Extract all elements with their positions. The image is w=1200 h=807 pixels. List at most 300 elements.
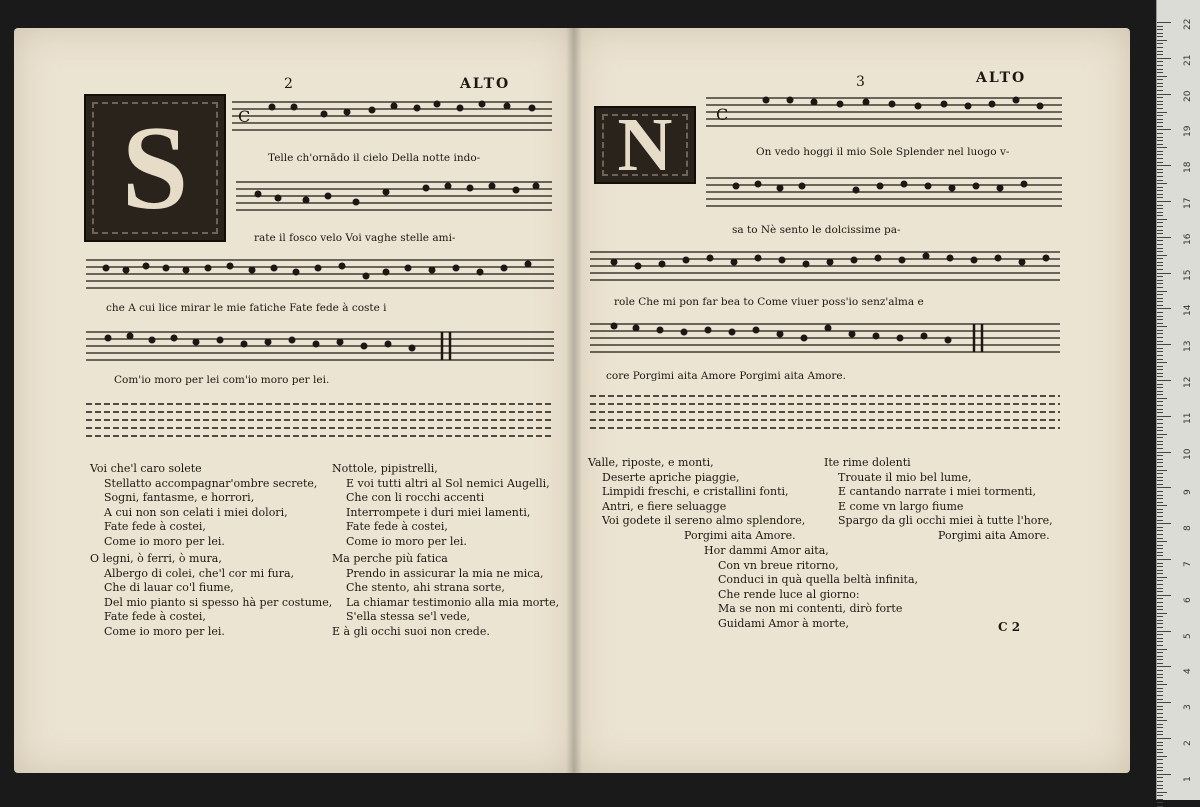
ruler-tick [1157, 452, 1171, 453]
ruler-minor-tick [1157, 65, 1163, 66]
verse-stanza [588, 456, 805, 544]
ruler-minor-tick [1157, 36, 1163, 37]
ruler-tick [1157, 344, 1171, 345]
ruler-minor-tick [1157, 405, 1163, 406]
ruler-tick [1157, 22, 1171, 23]
ruler-minor-tick [1157, 215, 1163, 216]
ruler-minor-tick [1157, 781, 1163, 782]
ruler-number: 12 [1183, 376, 1193, 388]
ruler-minor-tick [1157, 706, 1163, 707]
lyric-line: Telle ch'ornādo il cielo Della notte indo- [268, 152, 481, 164]
ruler-minor-tick [1157, 584, 1163, 585]
verse-line: Sogni, fantasme, e horrori, [104, 491, 255, 505]
verse-line: Come io moro per lei. [346, 534, 467, 548]
ruler-minor-tick [1157, 90, 1163, 91]
ruler-minor-tick [1157, 154, 1163, 155]
ruler-tick [1157, 416, 1171, 417]
ruler-minor-tick [1157, 180, 1163, 181]
ruler-minor-tick [1157, 162, 1163, 163]
ruler-minor-tick [1157, 520, 1163, 521]
svg-text:C: C [716, 105, 729, 124]
verse-line: Hor dammi Amor aita, [704, 544, 829, 557]
ruler-minor-tick [1157, 205, 1163, 206]
ruler-minor-tick [1157, 240, 1163, 241]
ruler-minor-tick [1157, 434, 1167, 435]
ruler-tick [1157, 165, 1171, 166]
ruler-tick [1157, 738, 1171, 739]
ruler-minor-tick [1157, 573, 1163, 574]
ruler-minor-tick [1157, 316, 1163, 317]
ruler-minor-tick [1157, 233, 1163, 234]
ruler-minor-tick [1157, 326, 1167, 327]
ruler-minor-tick [1157, 144, 1163, 145]
ruler-tick [1157, 774, 1171, 775]
lyric-line: rate il fosco velo Voi vaghe stelle ami- [254, 232, 456, 244]
ruler-minor-tick [1157, 656, 1163, 657]
ruler-minor-tick [1157, 294, 1163, 295]
ruler-minor-tick [1157, 563, 1163, 564]
ruler-minor-tick [1157, 448, 1163, 449]
verse-line: Valle, riposte, e monti, [588, 456, 714, 469]
ruler-minor-tick [1157, 763, 1163, 764]
ruler-minor-tick [1157, 251, 1163, 252]
verse-line: E cantando narrate i miei tormenti, [838, 485, 1036, 499]
ruler-minor-tick [1157, 194, 1163, 195]
verse-line: Antri, e fiere seluagge [602, 499, 727, 513]
verse-line: La chiamar testimonio alla mia morte, [346, 595, 560, 609]
ruler-minor-tick [1157, 51, 1163, 52]
verse-line: Interrompete i duri miei lamenti, [346, 505, 531, 519]
music-staff [590, 320, 1060, 356]
empty-staff [590, 392, 1060, 434]
verse-line: Fate fede à costei, [346, 520, 448, 534]
left-page [14, 28, 574, 773]
ruler-minor-tick [1157, 394, 1163, 395]
lyric-line: sa to Nè sento le dolcissime pa- [732, 224, 901, 236]
verse-line: Trouate il mio bel lume, [838, 470, 972, 484]
ruler-minor-tick [1157, 387, 1163, 388]
verse-stanza [824, 456, 1053, 544]
ruler-minor-tick [1157, 516, 1163, 517]
ruler-minor-tick [1157, 512, 1163, 513]
ruler-minor-tick [1157, 770, 1163, 771]
ruler-minor-tick [1157, 491, 1163, 492]
ruler-minor-tick [1157, 79, 1163, 80]
ruler-minor-tick [1157, 634, 1163, 635]
verse-line: Conduci in quà quella beltà infinita, [718, 573, 918, 587]
ruler-minor-tick [1157, 255, 1167, 256]
ruler-minor-tick [1157, 538, 1163, 539]
ruler-minor-tick [1157, 137, 1163, 138]
ruler-minor-tick [1157, 337, 1163, 338]
verse-line: Che stento, ahi strana sorte, [346, 581, 505, 595]
ruler-minor-tick [1157, 724, 1163, 725]
signature-mark: C 2 [998, 620, 1021, 634]
ruler-minor-tick [1157, 147, 1167, 148]
ruler-minor-tick [1157, 176, 1163, 177]
ruler-minor-tick [1157, 33, 1163, 34]
ruler-minor-tick [1157, 212, 1163, 213]
ruler-minor-tick [1157, 566, 1163, 567]
ruler-minor-tick [1157, 61, 1163, 62]
ruler-minor-tick [1157, 230, 1163, 231]
verse-stanza [332, 552, 559, 640]
voice-heading: ALTO [976, 70, 1027, 86]
ruler-minor-tick [1157, 437, 1163, 438]
verse-line: Voi che'l caro solete [90, 462, 202, 475]
ruler-minor-tick [1157, 72, 1163, 73]
ruler-minor-tick [1157, 480, 1163, 481]
ruler-number: 2 [1183, 740, 1193, 746]
ruler-minor-tick [1157, 652, 1163, 653]
ruler-minor-tick [1157, 555, 1163, 556]
ruler-tick [1157, 380, 1171, 381]
ruler-minor-tick [1157, 713, 1163, 714]
ruler-tick [1157, 308, 1171, 309]
ruler-minor-tick [1157, 258, 1163, 259]
ruler-minor-tick [1157, 720, 1167, 721]
verse-line: Limpidi freschi, e cristallini fonti, [602, 485, 789, 499]
verse-line: Deserte apriche piaggie, [602, 470, 740, 484]
ruler-minor-tick [1157, 598, 1163, 599]
ruler-minor-tick [1157, 792, 1167, 793]
ruler-minor-tick [1157, 359, 1163, 360]
ruler-minor-tick [1157, 208, 1163, 209]
ruler-minor-tick [1157, 69, 1163, 70]
ruler-minor-tick [1157, 126, 1163, 127]
verse-line: Ma se non mi contenti, dirò forte [718, 602, 903, 616]
ruler-tick [1157, 559, 1171, 560]
ruler-minor-tick [1157, 620, 1163, 621]
ruler-minor-tick [1157, 484, 1163, 485]
ruler-minor-tick [1157, 756, 1167, 757]
ruler-tick [1157, 129, 1171, 130]
ruler-minor-tick [1157, 473, 1163, 474]
verse-line: Nottole, pipistrelli, [332, 462, 438, 475]
ruler-minor-tick [1157, 373, 1163, 374]
ruler-minor-tick [1157, 541, 1167, 542]
ruler-tick [1157, 631, 1171, 632]
ruler-minor-tick [1157, 97, 1163, 98]
ruler-minor-tick [1157, 287, 1163, 288]
ruler-minor-tick [1157, 742, 1163, 743]
verse-line: E come vn largo fiume [838, 499, 964, 513]
verse-line: Che con li rocchi accenti [346, 491, 485, 505]
ruler-minor-tick [1157, 444, 1163, 445]
ruler-minor-tick [1157, 76, 1167, 77]
ruler-minor-tick [1157, 509, 1163, 510]
ruler-minor-tick [1157, 684, 1167, 685]
ruler-minor-tick [1157, 645, 1163, 646]
page-number: 3 [856, 74, 865, 90]
ruler-number: 6 [1183, 597, 1193, 603]
ruler-number: 1 [1183, 776, 1193, 782]
verse-stanza [90, 462, 317, 550]
ruler-minor-tick [1157, 688, 1163, 689]
ruler-minor-tick [1157, 248, 1163, 249]
ruler-minor-tick [1157, 351, 1163, 352]
ruler-minor-tick [1157, 530, 1163, 531]
verse-line: Ite rime dolenti [824, 456, 911, 469]
lyric-line: che A cui lice mirar le mie fatiche Fate fede à coste i [106, 302, 387, 314]
ruler-number: 17 [1183, 197, 1193, 209]
verse-stanza [90, 552, 332, 640]
ruler-tick [1157, 273, 1171, 274]
ruler-minor-tick [1157, 527, 1163, 528]
ruler-minor-tick [1157, 427, 1163, 428]
ruler-minor-tick [1157, 384, 1163, 385]
lyric-line: role Che mi pon far bea to Come viuer poss'io senz'alma e [614, 296, 924, 308]
verse-stanza [332, 462, 550, 550]
ruler-minor-tick [1157, 588, 1163, 589]
ruler-number: 19 [1183, 125, 1193, 138]
ruler-minor-tick [1157, 398, 1167, 399]
ruler-minor-tick [1157, 140, 1163, 141]
ruler-minor-tick [1157, 319, 1163, 320]
ruler-tick [1157, 487, 1171, 488]
ruler-minor-tick [1157, 341, 1163, 342]
ruler-minor-tick [1157, 312, 1163, 313]
verse-line: E à gli occhi suoi non crede. [332, 624, 490, 638]
ruler-minor-tick [1157, 466, 1163, 467]
ruler-minor-tick [1157, 638, 1163, 639]
page-number: 2 [284, 76, 293, 92]
verse-line: Albergo di colei, che'l cor mi fura, [104, 566, 295, 580]
ruler-minor-tick [1157, 108, 1163, 109]
ruler-minor-tick [1157, 691, 1163, 692]
ruler-minor-tick [1157, 369, 1163, 370]
ruler-minor-tick [1157, 641, 1163, 642]
ruler-minor-tick [1157, 745, 1163, 746]
ruler-minor-tick [1157, 348, 1163, 349]
ruler-number: 13 [1183, 340, 1193, 353]
ruler-minor-tick [1157, 101, 1163, 102]
ruler-minor-tick [1157, 709, 1163, 710]
ruler-minor-tick [1157, 112, 1167, 113]
ruler-tick [1157, 201, 1171, 202]
verse-stanza [704, 544, 918, 632]
ruler-minor-tick [1157, 197, 1163, 198]
verse-line: O legni, ò ferri, ò mura, [90, 552, 222, 565]
music-staff [86, 328, 554, 364]
ruler-number: 4 [1183, 668, 1193, 675]
ruler-number: 8 [1183, 525, 1193, 532]
ruler-minor-tick [1157, 122, 1163, 123]
ruler-number: 15 [1183, 269, 1193, 281]
ruler-minor-tick [1157, 401, 1163, 402]
verse-line: Come io moro per lei. [104, 534, 225, 548]
music-staff [706, 94, 1062, 130]
ruler-minor-tick [1157, 169, 1163, 170]
ruler-minor-tick [1157, 423, 1163, 424]
verse-line: Che rende luce al giorno: [718, 587, 860, 601]
verse-line: Porgimi aita Amore. [938, 528, 1050, 542]
book-gutter [566, 28, 582, 773]
ruler-minor-tick [1157, 591, 1163, 592]
ruler-minor-tick [1157, 498, 1163, 499]
ruler-tick [1157, 702, 1171, 703]
ruler-minor-tick [1157, 699, 1163, 700]
ruler-minor-tick [1157, 391, 1163, 392]
ruler-tick [1157, 94, 1171, 95]
ruler-minor-tick [1157, 470, 1167, 471]
ruler-minor-tick [1157, 26, 1163, 27]
ruler-number: 21 [1183, 54, 1193, 66]
ruler-minor-tick [1157, 570, 1163, 571]
ruler-minor-tick [1157, 323, 1163, 324]
ruler-minor-tick [1157, 158, 1163, 159]
verse-line: Con vn breue ritorno, [718, 558, 839, 572]
decorated-initial [594, 103, 696, 187]
ruler-minor-tick [1157, 83, 1163, 84]
ruler-minor-tick [1157, 40, 1167, 41]
ruler-minor-tick [1157, 219, 1167, 220]
ruler-minor-tick [1157, 795, 1163, 796]
initial-letter: S [121, 101, 189, 234]
ruler-number: 7 [1183, 561, 1193, 567]
initial-letter: N [617, 103, 673, 187]
music-staff [590, 248, 1060, 284]
ruler-minor-tick [1157, 502, 1163, 503]
ruler-minor-tick [1157, 677, 1163, 678]
ruler-tick [1157, 58, 1171, 59]
ruler-minor-tick [1157, 695, 1163, 696]
ruler-minor-tick [1157, 276, 1163, 277]
ruler-minor-tick [1157, 330, 1163, 331]
ruler-minor-tick [1157, 777, 1163, 778]
verse-line: Porgimi aita Amore. [684, 528, 796, 542]
ruler-minor-tick [1157, 441, 1163, 442]
ruler-minor-tick [1157, 104, 1163, 105]
ruler-minor-tick [1157, 133, 1163, 134]
lyric-line: Com'io moro per lei com'io moro per lei. [114, 374, 330, 386]
ruler-minor-tick [1157, 291, 1167, 292]
ruler-minor-tick [1157, 681, 1163, 682]
ruler-tick [1157, 523, 1171, 524]
ruler-minor-tick [1157, 283, 1163, 284]
ruler-minor-tick [1157, 627, 1163, 628]
svg-text:C: C [238, 107, 251, 126]
ruler-minor-tick [1157, 187, 1163, 188]
ruler-minor-tick [1157, 545, 1163, 546]
ruler-minor-tick [1157, 151, 1163, 152]
ruler-minor-tick [1157, 674, 1163, 675]
ruler-number: 22 [1183, 18, 1193, 30]
ruler-minor-tick [1157, 419, 1163, 420]
verse-line: Che di lauar co'l fiume, [104, 581, 234, 595]
ruler-minor-tick [1157, 727, 1163, 728]
ruler-minor-tick [1157, 616, 1163, 617]
verse-line: E voi tutti altri al Sol nemici Augelli, [346, 476, 550, 490]
ruler-minor-tick [1157, 548, 1163, 549]
ruler-minor-tick [1157, 717, 1163, 718]
ruler-minor-tick [1157, 54, 1163, 55]
measuring-ruler [1156, 0, 1200, 800]
verse-line: Del mio pianto si spesso hà per costume, [104, 595, 333, 609]
ruler-minor-tick [1157, 362, 1167, 363]
ruler-minor-tick [1157, 734, 1163, 735]
ruler-minor-tick [1157, 29, 1163, 30]
ruler-minor-tick [1157, 244, 1163, 245]
ruler-minor-tick [1157, 505, 1167, 506]
ruler-number: 18 [1183, 161, 1193, 174]
decorated-initial [84, 94, 226, 242]
ruler-minor-tick [1157, 767, 1163, 768]
ruler-minor-tick [1157, 577, 1167, 578]
ruler-tick [1157, 595, 1171, 596]
ruler-minor-tick [1157, 366, 1163, 367]
ruler-minor-tick [1157, 613, 1167, 614]
music-staff [232, 98, 552, 134]
ruler-minor-tick [1157, 602, 1163, 603]
verse-line: Fate fede à costei, [104, 520, 206, 534]
ruler-minor-tick [1157, 785, 1163, 786]
ruler-minor-tick [1157, 412, 1163, 413]
ruler-minor-tick [1157, 183, 1167, 184]
ruler-minor-tick [1157, 269, 1163, 270]
voice-heading: ALTO [460, 76, 511, 92]
ruler-minor-tick [1157, 43, 1163, 44]
ruler-minor-tick [1157, 495, 1163, 496]
ruler-number: 14 [1183, 304, 1193, 317]
ruler-minor-tick [1157, 663, 1163, 664]
ruler-minor-tick [1157, 670, 1163, 671]
ruler-number: 20 [1183, 90, 1193, 102]
ruler-minor-tick [1157, 459, 1163, 460]
verse-line: Fate fede à costei, [104, 610, 206, 624]
ruler-number: 5 [1183, 632, 1193, 639]
ruler-minor-tick [1157, 477, 1163, 478]
lyric-line: On vedo hoggi il mio Sole Splender nel luogo v- [756, 146, 1010, 158]
ruler-minor-tick [1157, 280, 1163, 281]
ruler-minor-tick [1157, 623, 1163, 624]
verse-line: S'ella stessa se'l vede, [346, 610, 471, 624]
ruler-minor-tick [1157, 462, 1163, 463]
ruler-number: 11 [1183, 412, 1193, 424]
ruler-minor-tick [1157, 115, 1163, 116]
verse-line: A cui non son celati i miei dolori, [104, 505, 288, 519]
ruler-minor-tick [1157, 788, 1163, 789]
ruler-minor-tick [1157, 606, 1163, 607]
empty-staff [86, 400, 554, 442]
verse-line: Come io moro per lei. [104, 624, 225, 638]
lyric-line: core Porgimi aita Amore Porgimi aita Amore. [606, 370, 846, 382]
ruler-minor-tick [1157, 609, 1163, 610]
music-staff [706, 174, 1062, 210]
ruler-number: 9 [1183, 489, 1193, 496]
ruler-minor-tick [1157, 752, 1163, 753]
ruler-minor-tick [1157, 731, 1163, 732]
ruler-minor-tick [1157, 580, 1163, 581]
ruler-minor-tick [1157, 534, 1163, 535]
verse-line: Spargo da gli occhi miei à tutte l'hore, [838, 514, 1053, 528]
ruler-number: 3 [1183, 704, 1193, 711]
verse-line: Prendo in assicurar la mia ne mica, [346, 566, 544, 580]
ruler-minor-tick [1157, 47, 1163, 48]
ruler-minor-tick [1157, 649, 1167, 650]
music-staff [86, 256, 554, 292]
ruler-minor-tick [1157, 430, 1163, 431]
ruler-minor-tick [1157, 355, 1163, 356]
ruler-minor-tick [1157, 301, 1163, 302]
ruler-minor-tick [1157, 226, 1163, 227]
ruler-tick [1157, 666, 1171, 667]
ruler-minor-tick [1157, 333, 1163, 334]
ruler-minor-tick [1157, 190, 1163, 191]
music-staff [236, 178, 552, 214]
ruler-minor-tick [1157, 86, 1163, 87]
verse-line: Ma perche più fatica [332, 552, 448, 565]
